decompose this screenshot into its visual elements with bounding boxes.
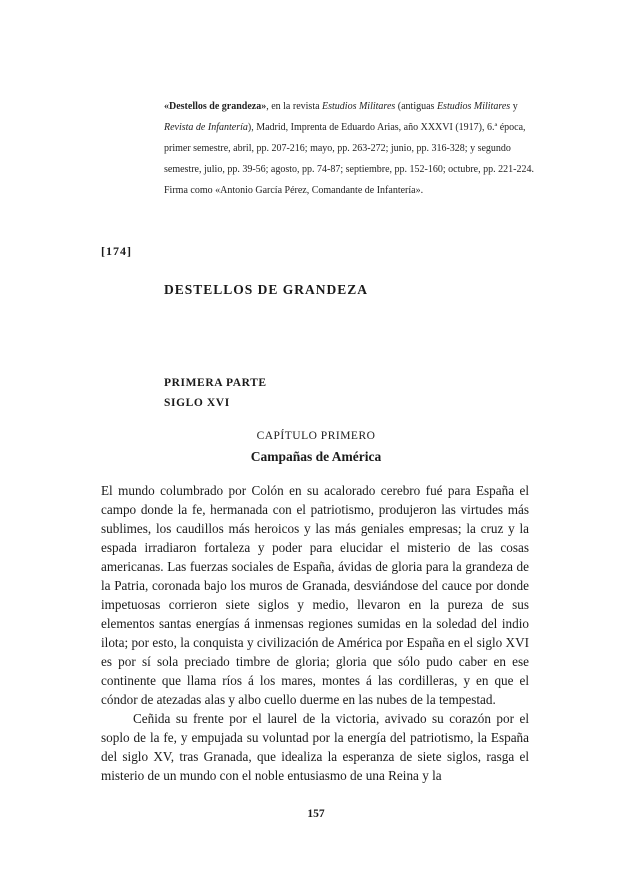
part-label: PRIMERA PARTE <box>164 377 267 389</box>
bibliographic-note <box>164 96 534 201</box>
document-title: DESTELLOS DE GRANDEZA <box>164 282 369 297</box>
chapter-title-text: Campañas de América <box>250 449 382 464</box>
body-text <box>101 481 529 785</box>
note-journal-title: Estudios Militares <box>436 101 511 112</box>
part-heading <box>164 373 267 413</box>
reference-number: [174] <box>101 244 132 258</box>
paragraph: Ceñida su frente por el laurel de la victoria, avivado su corazón por el soplo de la fe, y empujada su voluntad por la energía del patriotismo, la España del siglo XV, tras Granada, que idealiza la esperanza de siete siglos, rasga el misterio de un mundo con el noble entusiasmo de una Reina y la <box>101 711 529 783</box>
note-text: , en la revista <box>266 101 323 112</box>
note-text: ), Madrid, Imprenta de Eduardo Arias, año XXXVI (1917), 6.ª época, primer semestre, abril, pp. 207-216; mayo, pp. 263-272; junio, pp. 316-328; y segundo semestre, julio, pp. 39-56; agosto, pp. 74-87; septiembre, pp. 152-160; octubre, pp. 221-224. Firma como «Antonio García Pérez, Comandante de Infantería». <box>164 122 534 196</box>
chapter-title <box>0 449 632 465</box>
note-journal-title: Estudios Militares <box>322 101 396 112</box>
page-number: 157 <box>307 808 325 820</box>
paragraph: El mundo columbrado por Colón en su acalorado cerebro fué para España el campo donde la fe, hermanada con el patriotismo, produjeron las virtudes más sublimes, los caudillos más heroicos y las más geniales empresas; la cruz y la espada irradiaron fortaleza y poder para elucidar el misterio de las cosas americanas. Las fuerzas sociales de España, ávidas de gloria para la grandeza de la Patria, coronada bajo los muros de Granada, desviándose del cauce por donde impetuosas corrieron siete siglos y medio, llevaron en la pureza de sus elementos santas energías á inmensas regiones sumidas en la soledad del indio ilota; por esto, la conquista y civilización de América por España en el siglo XVI es por sí sola preciado timbre de gloria; gloria que sólo pudo caber en ese continente que llama ríos á los mares, montes á las cordilleras, y en que el cóndor de atezadas alas y albo cuello duerme en las nubes de la tempestad. <box>101 483 529 707</box>
chapter-label-text: CAPÍTULO PRIMERO <box>256 430 376 442</box>
note-text: y <box>510 101 518 112</box>
note-text: (antiguas <box>395 101 437 112</box>
note-journal-title: Revista de Infantería <box>164 122 248 133</box>
chapter-label <box>0 430 632 442</box>
note-bold-title: «Destellos de grandeza» <box>164 101 267 112</box>
century-label: SIGLO XVI <box>164 397 230 409</box>
